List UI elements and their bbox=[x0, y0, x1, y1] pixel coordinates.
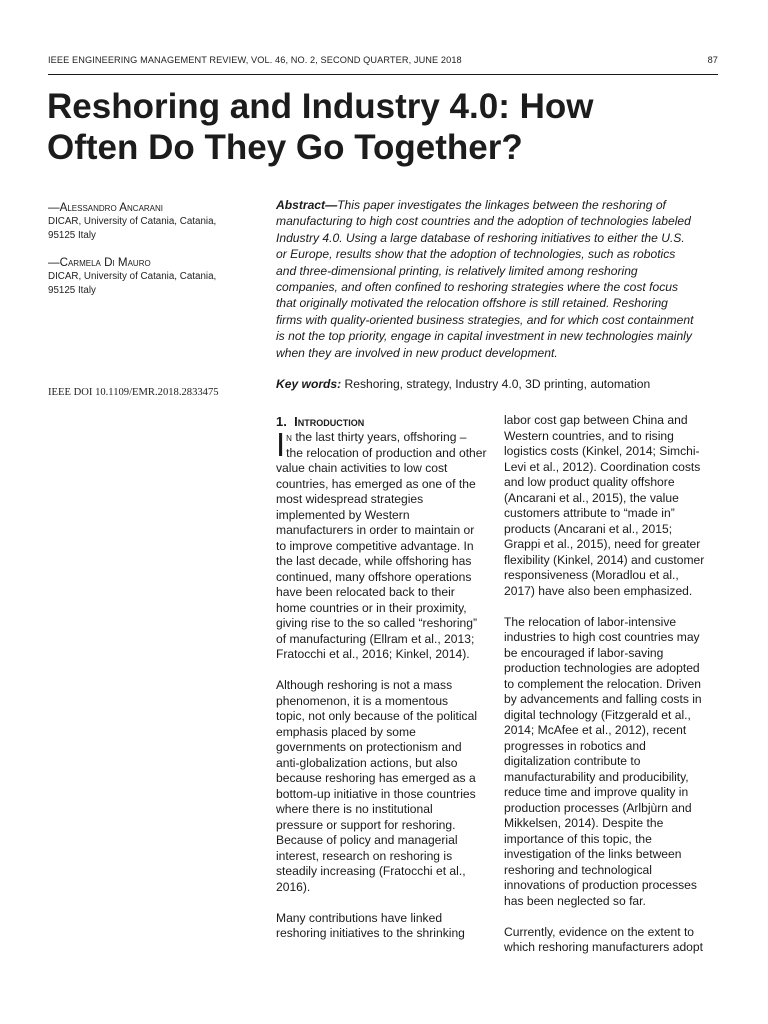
text-line: to improve competitive advantage. In bbox=[276, 538, 474, 553]
abstract-line: that originally motivated the relocation offshore is still retained. Reshoring bbox=[276, 296, 668, 311]
text-line: digitalization contribute to bbox=[504, 754, 641, 768]
text-line: production technologies are adopted bbox=[504, 661, 700, 675]
text-line: manufacturers in order to maintain or bbox=[276, 523, 475, 537]
text-line: have been relocated back to their bbox=[276, 585, 455, 599]
abstract-label: Abstract bbox=[276, 198, 326, 212]
title-line: Often Do They Go Together? bbox=[47, 128, 523, 167]
abstract-line: is not the top priority, engage in capital investment in new technologies mainly bbox=[276, 329, 692, 344]
text-line: reshoring initiatives to the shrinking bbox=[276, 926, 465, 940]
text-line: The relocation of labor-intensive bbox=[504, 614, 677, 629]
text-line: and low product quality offshore bbox=[504, 475, 675, 489]
text-line: innovations of production processes bbox=[504, 878, 697, 892]
abstract bbox=[276, 197, 722, 361]
text-line: governments on protectionism and bbox=[276, 740, 462, 754]
text-line: steadily increasing (Fratocchi et al., bbox=[276, 864, 466, 878]
text-line: home countries or in their proximity, bbox=[276, 600, 467, 615]
abstract-line: Abstract—This paper investigates the linkages between the reshoring of bbox=[276, 198, 666, 212]
text-line: importance of this topic, the bbox=[504, 831, 652, 846]
text-line: to complement the relocation. Driven bbox=[504, 676, 701, 691]
text-line: labor cost gap between China and bbox=[504, 413, 688, 427]
text-line: manufacturability and producibility, bbox=[504, 769, 689, 784]
text-line: by advancements and falling costs in bbox=[504, 692, 702, 706]
text-line: where there is no institutional bbox=[276, 802, 433, 816]
text-line: reshoring and technological bbox=[504, 862, 652, 877]
text-line: industries to high cost countries may bbox=[504, 630, 700, 644]
paragraph bbox=[276, 911, 494, 942]
text-line: phenomenon, it is a momentous bbox=[276, 693, 449, 708]
doi-text[interactable]: IEEE DOI 10.1109/EMR.2018.2833475 bbox=[48, 387, 219, 398]
body-column-left bbox=[276, 426, 494, 957]
paragraph bbox=[504, 615, 722, 910]
text-line: continued, many offshore operations bbox=[276, 569, 472, 584]
text-line: bottom-up initiative in those countries bbox=[276, 786, 476, 801]
text-line: value chain activities to low cost bbox=[276, 461, 448, 475]
text-line: Western countries, and to rising bbox=[504, 428, 674, 443]
author-name: —Alessandro Ancarani bbox=[48, 201, 164, 214]
abstract-line: Industry 4.0. Using a large database of reshoring initiatives to either the U.S. bbox=[276, 230, 685, 245]
paragraph bbox=[504, 413, 722, 599]
running-header bbox=[48, 55, 718, 69]
text-line: reduce time and improve quality in bbox=[504, 785, 689, 799]
text-line: 2014; McAfee et al., 2012), recent bbox=[504, 723, 687, 737]
abstract-line: manufacturing to high cost countries and the adoption of technologies labeled bbox=[276, 214, 691, 229]
author-list bbox=[48, 200, 258, 310]
text-line: products (Ancarani et al., 2015; bbox=[504, 521, 673, 536]
text-line: logistics costs (Kinkel, 2014; Simchi- bbox=[504, 444, 700, 458]
abstract-line: or Europe, results show that the adoption of technologies, such as robotics bbox=[276, 247, 676, 262]
text-line: customers attribute to “made in” bbox=[504, 506, 675, 520]
text-line: has been neglected so far. bbox=[504, 893, 646, 908]
paragraph bbox=[276, 426, 494, 663]
text-line: most widespread strategies bbox=[276, 492, 424, 506]
article-title bbox=[47, 86, 727, 168]
abstract-line: firms with quality-oriented business strategies, and for which cost containment bbox=[276, 312, 694, 327]
drop-cap: I bbox=[276, 426, 286, 463]
abstract-line: companies, and often confined to reshoring strategies where the cost focus bbox=[276, 280, 679, 295]
text-line: Levi et al., 2012). Coordination costs bbox=[504, 459, 701, 474]
text-line: Many contributions have linked bbox=[276, 910, 443, 925]
page-number: 87 bbox=[707, 55, 718, 65]
text-line: interest, research on reshoring is bbox=[276, 848, 453, 863]
text-line: the relocation of production and other bbox=[286, 445, 487, 460]
abstract-line: when they are involved in new product development. bbox=[276, 345, 558, 360]
author-affiliation: DICAR, University of Catania, Catania, 95125 Italy bbox=[48, 216, 217, 241]
text-line: Fratocchi et al., 2016; Kinkel, 2014). bbox=[276, 647, 470, 661]
text-line: anti-globalization actions, but also bbox=[276, 755, 458, 770]
text-line: 2016). bbox=[276, 879, 311, 894]
text-line: Although reshoring is not a mass bbox=[276, 678, 453, 692]
text-line: countries, has emerged as one of the bbox=[276, 476, 476, 491]
text-line: progresses in robotics and bbox=[504, 738, 646, 753]
text-line: topic, not only because of the political bbox=[276, 709, 478, 723]
text-line: giving rise to the so called “reshoring” bbox=[276, 616, 477, 630]
abstract-line: and three-dimensional printing, is relatively limited among reshoring bbox=[276, 263, 638, 278]
author-di-mauro bbox=[48, 255, 258, 298]
author-affiliation: DICAR, University of Catania, Catania, 95125 Italy bbox=[48, 271, 217, 296]
paragraph bbox=[276, 678, 494, 895]
text-line: which reshoring manufacturers adopt bbox=[504, 940, 703, 954]
keywords-label: Key words: bbox=[276, 377, 342, 391]
text-line: emphasis placed by some bbox=[276, 724, 416, 739]
text-line: of manufacturing (Ellram et al., 2013; bbox=[276, 631, 475, 646]
text-line: the last decade, while offshoring has bbox=[276, 554, 472, 568]
text-line: production processes (Arlbjùrn and bbox=[504, 800, 692, 815]
keywords-text: Reshoring, strategy, Industry 4.0, 3D printing, automation bbox=[341, 377, 651, 391]
paragraph bbox=[504, 925, 722, 956]
text-line: flexibility (Kinkel, 2014) and customer bbox=[504, 552, 705, 567]
text-line: n the last thirty years, offshoring – bbox=[286, 430, 467, 444]
header-rule bbox=[48, 74, 718, 75]
title-line: Reshoring and Industry 4.0: How bbox=[47, 87, 594, 126]
journal-citation: IEEE ENGINEERING MANAGEMENT REVIEW, VOL. 46, NO. 2, SECOND QUARTER, JUNE 2018 bbox=[48, 55, 462, 65]
text-line: Because of policy and managerial bbox=[276, 833, 458, 847]
author-ancarani bbox=[48, 200, 258, 243]
author-name: —Carmela Di Mauro bbox=[48, 256, 151, 269]
text-line: Grappi et al., 2015), need for greater bbox=[504, 537, 701, 551]
body-column-right bbox=[504, 413, 722, 971]
text-line: implemented by Western bbox=[276, 507, 410, 522]
text-line: be encouraged if labor-saving bbox=[504, 645, 664, 660]
text-line: (Ancarani et al., 2015), the value bbox=[504, 490, 679, 505]
text-line: digital technology (Fitzgerald et al., bbox=[504, 707, 691, 722]
text-line: because reshoring has emerged as a bbox=[276, 771, 476, 785]
text-line: Mikkelsen, 2014). Despite the bbox=[504, 816, 664, 830]
text-line: Currently, evidence on the extent to bbox=[504, 924, 695, 939]
text-line: pressure or support for reshoring. bbox=[276, 817, 456, 832]
section-heading-introduction: 1. Introduction bbox=[276, 414, 365, 429]
text-line: 2017) have also been emphasized. bbox=[504, 583, 693, 598]
text-line: responsiveness (Moradlou et al., bbox=[504, 568, 679, 582]
text-line: investigation of the links between bbox=[504, 847, 682, 861]
keywords bbox=[276, 376, 722, 392]
